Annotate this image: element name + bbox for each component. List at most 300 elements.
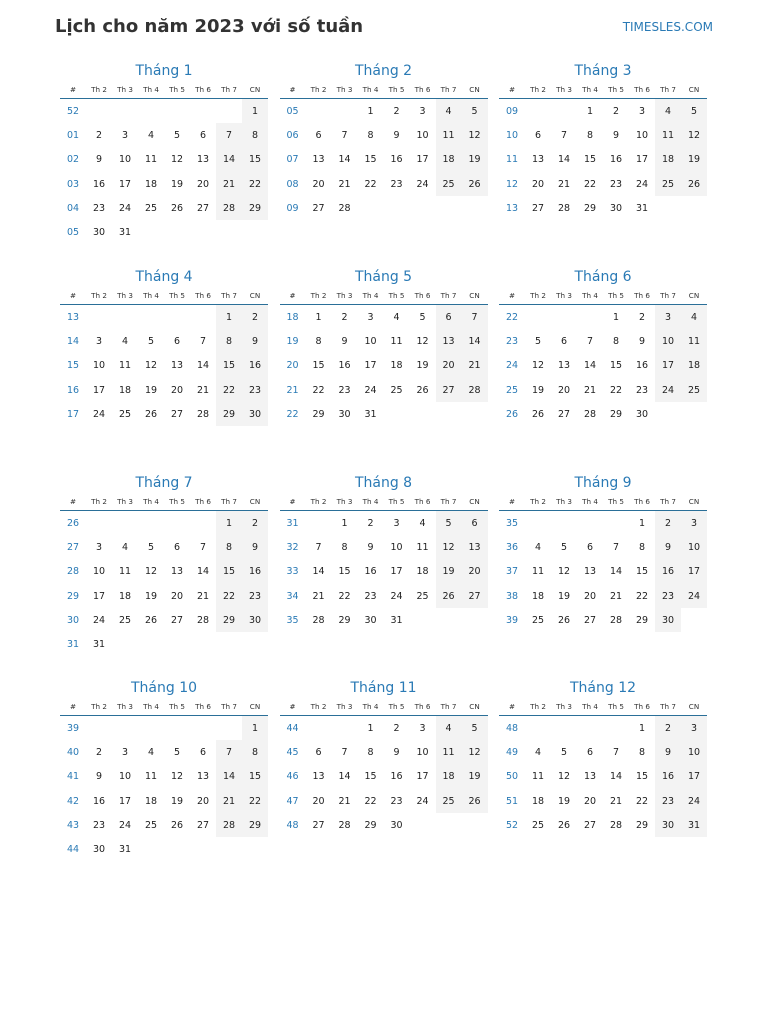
empty-day-cell xyxy=(138,305,164,329)
week-row xyxy=(280,813,488,837)
day-cell: 6 xyxy=(199,129,207,141)
day-cell: 12 xyxy=(170,771,184,783)
empty-day-cell xyxy=(86,716,112,740)
weekday-header-row xyxy=(280,697,488,716)
day-cell: 29 xyxy=(364,819,377,831)
empty-day-cell xyxy=(462,196,488,220)
empty-day-cell xyxy=(164,511,190,535)
week-row xyxy=(60,99,268,123)
week-row xyxy=(499,535,707,559)
day-cell: 11 xyxy=(118,360,132,372)
day-cell: 15 xyxy=(242,765,268,789)
empty-day-cell xyxy=(190,716,216,740)
day-cell: 24 xyxy=(681,789,707,813)
day-cell: 28 xyxy=(609,819,623,831)
week-number-header: # xyxy=(69,290,77,300)
day-cell: 1 xyxy=(612,311,620,323)
empty-day-cell xyxy=(551,716,577,740)
day-cell: 10 xyxy=(635,129,649,141)
day-cell: 21 xyxy=(557,178,571,190)
empty-day-cell xyxy=(681,608,707,632)
week-row xyxy=(60,789,268,813)
week-number: 50 xyxy=(505,771,519,783)
empty-day-cell xyxy=(410,813,436,837)
day-cell: 24 xyxy=(92,614,106,626)
empty-day-cell xyxy=(190,511,216,535)
weekday-header: Th 5 xyxy=(169,84,185,94)
week-row xyxy=(499,560,707,584)
weekday-header: CN xyxy=(688,496,700,506)
day-cell: 3 xyxy=(681,716,707,740)
empty-day-cell xyxy=(551,511,577,535)
day-cell: 4 xyxy=(419,517,426,529)
week-number: 32 xyxy=(286,541,299,553)
day-cell: 16 xyxy=(338,360,351,372)
day-cell: 6 xyxy=(586,541,594,553)
weekday-header: Th 4 xyxy=(362,496,379,506)
weekday-header: Th 6 xyxy=(414,496,431,506)
day-cell: 25 xyxy=(531,819,545,831)
empty-day-cell xyxy=(436,813,462,837)
week-number: 46 xyxy=(286,771,299,783)
day-cell: 29 xyxy=(635,614,649,626)
weekday-header: Th 2 xyxy=(310,496,327,506)
weekday-header: Th 5 xyxy=(388,701,405,711)
day-cell: 17 xyxy=(681,560,707,584)
empty-day-cell xyxy=(603,511,629,535)
weekday-header: Th 7 xyxy=(221,84,237,94)
week-row xyxy=(60,329,268,353)
week-number: 45 xyxy=(286,746,299,758)
week-row xyxy=(499,511,707,535)
weekday-header: Th 6 xyxy=(414,84,431,94)
week-row xyxy=(280,123,488,147)
day-cell: 10 xyxy=(390,541,403,553)
weekday-header: Th 4 xyxy=(143,496,159,506)
day-cell: 2 xyxy=(393,722,400,734)
day-cell: 30 xyxy=(635,408,649,420)
day-cell: 23 xyxy=(364,590,377,602)
day-cell: 17 xyxy=(390,566,403,578)
day-cell: 16 xyxy=(635,360,649,372)
day-cell: 10 xyxy=(681,740,707,764)
day-cell: 18 xyxy=(681,354,707,378)
weekday-header: CN xyxy=(249,290,261,300)
day-cell: 7 xyxy=(199,541,207,553)
day-cell: 28 xyxy=(216,813,242,837)
day-cell: 9 xyxy=(655,740,681,764)
day-cell: 21 xyxy=(196,384,210,396)
week-row xyxy=(60,511,268,535)
day-cell: 29 xyxy=(312,408,325,420)
empty-day-cell xyxy=(306,511,332,535)
day-cell: 6 xyxy=(315,129,322,141)
empty-day-cell xyxy=(86,305,112,329)
day-cell: 17 xyxy=(655,354,681,378)
day-cell: 4 xyxy=(436,716,462,740)
empty-day-cell xyxy=(86,511,112,535)
day-cell: 29 xyxy=(583,202,597,214)
day-cell: 11 xyxy=(436,123,462,147)
day-cell: 15 xyxy=(635,771,649,783)
day-cell: 4 xyxy=(121,541,129,553)
weekday-header: Th 7 xyxy=(440,496,457,506)
day-cell: 6 xyxy=(436,305,462,329)
empty-day-cell xyxy=(655,402,681,426)
day-cell: 25 xyxy=(531,614,545,626)
week-number: 37 xyxy=(505,566,519,578)
day-cell: 8 xyxy=(242,123,268,147)
week-row xyxy=(60,608,268,632)
day-cell: 21 xyxy=(216,789,242,813)
day-cell: 15 xyxy=(242,148,268,172)
day-cell: 8 xyxy=(216,329,242,353)
day-cell: 27 xyxy=(583,614,597,626)
empty-day-cell xyxy=(410,402,436,426)
day-cell: 27 xyxy=(312,202,325,214)
day-cell: 25 xyxy=(118,614,132,626)
day-cell: 20 xyxy=(170,384,184,396)
day-cell: 21 xyxy=(609,590,623,602)
month-title: Tháng 6 xyxy=(574,269,632,285)
day-cell: 2 xyxy=(638,311,646,323)
day-cell: 8 xyxy=(612,335,620,347)
day-cell: 7 xyxy=(199,335,207,347)
day-cell: 29 xyxy=(216,608,242,632)
week-row xyxy=(499,813,707,837)
day-cell: 19 xyxy=(416,360,429,372)
day-cell: 18 xyxy=(531,795,545,807)
weekday-header: Th 2 xyxy=(530,701,546,711)
month-title: Tháng 10 xyxy=(130,680,198,696)
day-cell: 18 xyxy=(144,178,158,190)
day-cell: 1 xyxy=(242,99,268,123)
weekday-header: Th 7 xyxy=(660,84,676,94)
month-title: Tháng 1 xyxy=(135,63,193,79)
day-cell: 1 xyxy=(367,722,374,734)
day-cell: 8 xyxy=(638,541,646,553)
day-cell: 31 xyxy=(635,202,649,214)
day-cell: 23 xyxy=(655,789,681,813)
weekday-header: Th 5 xyxy=(169,701,185,711)
day-cell: 14 xyxy=(338,154,351,166)
empty-day-cell xyxy=(164,220,190,244)
day-cell: 4 xyxy=(393,311,400,323)
week-row xyxy=(499,305,707,329)
day-cell: 12 xyxy=(557,771,571,783)
site-link[interactable]: TIMESLES.COM xyxy=(622,20,713,34)
empty-day-cell xyxy=(384,402,410,426)
day-cell: 3 xyxy=(121,129,129,141)
week-number: 47 xyxy=(286,795,299,807)
weekday-header: Th 3 xyxy=(556,496,572,506)
weekday-header: Th 5 xyxy=(608,701,624,711)
day-cell: 27 xyxy=(312,819,325,831)
day-cell: 2 xyxy=(655,716,681,740)
weekday-header: Th 5 xyxy=(169,290,185,300)
week-number-header: # xyxy=(289,701,296,711)
month-block xyxy=(499,62,707,268)
day-cell: 26 xyxy=(462,172,488,196)
day-cell: 30 xyxy=(338,408,351,420)
week-row xyxy=(499,172,707,196)
day-cell: 28 xyxy=(312,614,325,626)
day-cell: 6 xyxy=(462,511,488,535)
week-row xyxy=(60,354,268,378)
day-cell: 8 xyxy=(586,129,594,141)
week-number-header: # xyxy=(289,496,296,506)
day-cell: 12 xyxy=(416,335,429,347)
day-cell: 27 xyxy=(583,819,597,831)
weekday-header: Th 7 xyxy=(221,290,237,300)
day-cell: 15 xyxy=(609,360,623,372)
weekday-header: Th 6 xyxy=(634,496,650,506)
day-cell: 7 xyxy=(216,123,242,147)
day-cell: 25 xyxy=(416,590,429,602)
week-number: 39 xyxy=(66,722,80,734)
week-number: 52 xyxy=(505,819,519,831)
day-cell: 24 xyxy=(416,178,429,190)
day-cell: 23 xyxy=(609,178,623,190)
day-cell: 17 xyxy=(364,360,377,372)
empty-day-cell xyxy=(410,608,436,632)
empty-day-cell xyxy=(462,402,488,426)
day-cell: 4 xyxy=(681,305,707,329)
day-cell: 17 xyxy=(416,154,429,166)
weekday-header: Th 3 xyxy=(336,84,353,94)
day-cell: 5 xyxy=(173,746,181,758)
day-cell: 5 xyxy=(681,99,707,123)
day-cell: 26 xyxy=(462,789,488,813)
day-cell: 22 xyxy=(312,384,325,396)
weekday-header: Th 4 xyxy=(582,496,598,506)
weekday-header: Th 6 xyxy=(634,701,650,711)
day-cell: 1 xyxy=(367,105,374,117)
day-cell: 1 xyxy=(242,716,268,740)
week-number: 13 xyxy=(66,311,80,323)
day-cell: 5 xyxy=(436,511,462,535)
week-number: 30 xyxy=(66,614,80,626)
weekday-header: Th 6 xyxy=(634,84,650,94)
week-number: 29 xyxy=(66,590,80,602)
week-row xyxy=(280,329,488,353)
week-row xyxy=(499,123,707,147)
day-cell: 13 xyxy=(170,360,184,372)
day-cell: 31 xyxy=(118,227,132,239)
empty-day-cell xyxy=(306,99,332,123)
day-cell: 18 xyxy=(436,765,462,789)
empty-day-cell xyxy=(190,837,216,861)
day-cell: 10 xyxy=(655,329,681,353)
day-cell: 22 xyxy=(216,584,242,608)
weekday-header: CN xyxy=(469,84,480,94)
day-cell: 17 xyxy=(681,765,707,789)
weekday-header: Th 6 xyxy=(634,290,650,300)
day-cell: 16 xyxy=(242,560,268,584)
week-number: 48 xyxy=(286,819,299,831)
month-title: Tháng 11 xyxy=(350,680,417,696)
empty-day-cell xyxy=(216,99,242,123)
day-cell: 9 xyxy=(95,771,103,783)
week-row xyxy=(499,765,707,789)
week-row xyxy=(60,172,268,196)
week-number: 22 xyxy=(505,311,519,323)
week-row xyxy=(60,837,268,861)
day-cell: 20 xyxy=(196,178,210,190)
day-cell: 31 xyxy=(364,408,377,420)
weekday-header: Th 7 xyxy=(440,84,457,94)
day-cell: 26 xyxy=(170,819,184,831)
day-cell: 11 xyxy=(531,771,545,783)
week-row xyxy=(499,329,707,353)
day-cell: 10 xyxy=(681,535,707,559)
day-cell: 7 xyxy=(341,129,348,141)
day-cell: 6 xyxy=(199,746,207,758)
day-cell: 8 xyxy=(367,746,374,758)
day-cell: 23 xyxy=(242,584,268,608)
week-number: 26 xyxy=(66,517,80,529)
day-cell: 16 xyxy=(92,795,106,807)
weekday-header: Th 4 xyxy=(582,84,598,94)
week-row xyxy=(60,305,268,329)
weekday-header: Th 3 xyxy=(556,84,572,94)
weekday-header-row xyxy=(280,80,488,99)
day-cell: 11 xyxy=(655,123,681,147)
weekday-header: Th 4 xyxy=(143,290,159,300)
day-cell: 17 xyxy=(92,590,106,602)
day-cell: 17 xyxy=(92,384,106,396)
month-block xyxy=(499,679,707,885)
day-cell: 15 xyxy=(364,771,377,783)
day-cell: 7 xyxy=(612,746,620,758)
day-cell: 29 xyxy=(242,813,268,837)
weekday-header: Th 5 xyxy=(388,496,405,506)
day-cell: 13 xyxy=(196,771,210,783)
day-cell: 14 xyxy=(557,154,571,166)
weekday-header: Th 7 xyxy=(221,496,237,506)
day-cell: 4 xyxy=(436,99,462,123)
day-cell: 1 xyxy=(216,511,242,535)
day-cell: 26 xyxy=(557,614,571,626)
weekday-header: Th 6 xyxy=(195,496,211,506)
day-cell: 14 xyxy=(216,148,242,172)
week-row xyxy=(280,584,488,608)
day-cell: 29 xyxy=(216,402,242,426)
day-cell: 24 xyxy=(92,408,106,420)
day-cell: 30 xyxy=(364,614,377,626)
day-cell: 28 xyxy=(557,202,571,214)
day-cell: 9 xyxy=(393,746,400,758)
month-block xyxy=(60,679,268,885)
day-cell: 23 xyxy=(390,178,403,190)
week-number: 40 xyxy=(66,746,80,758)
day-cell: 21 xyxy=(462,354,488,378)
weekday-header-row xyxy=(60,697,268,716)
week-row xyxy=(280,99,488,123)
weekday-header: Th 4 xyxy=(582,290,598,300)
day-cell: 17 xyxy=(118,795,132,807)
day-cell: 21 xyxy=(312,590,325,602)
week-number: 35 xyxy=(286,614,299,626)
empty-day-cell xyxy=(436,608,462,632)
week-number: 11 xyxy=(505,154,519,166)
weekday-header: Th 6 xyxy=(195,701,211,711)
week-number: 39 xyxy=(505,614,519,626)
day-cell: 2 xyxy=(655,511,681,535)
week-number-header: # xyxy=(69,701,77,711)
day-cell: 29 xyxy=(609,408,623,420)
week-row xyxy=(60,535,268,559)
day-cell: 29 xyxy=(242,196,268,220)
week-number: 33 xyxy=(286,566,299,578)
week-number: 01 xyxy=(66,129,80,141)
day-cell: 21 xyxy=(196,590,210,602)
day-cell: 5 xyxy=(173,129,181,141)
empty-day-cell xyxy=(164,837,190,861)
day-cell: 11 xyxy=(118,566,132,578)
weekday-header: Th 3 xyxy=(117,290,133,300)
weekday-header: Th 7 xyxy=(440,701,457,711)
day-cell: 2 xyxy=(95,129,103,141)
day-cell: 2 xyxy=(612,105,620,117)
week-row xyxy=(280,716,488,740)
day-cell: 22 xyxy=(364,795,377,807)
month-title: Tháng 7 xyxy=(135,475,193,491)
empty-day-cell xyxy=(462,813,488,837)
day-cell: 1 xyxy=(341,517,348,529)
day-cell: 28 xyxy=(338,202,351,214)
weekday-header: Th 3 xyxy=(336,290,353,300)
weekday-header: Th 3 xyxy=(336,701,353,711)
day-cell: 1 xyxy=(638,517,646,529)
day-cell: 30 xyxy=(92,227,106,239)
day-cell: 15 xyxy=(583,154,597,166)
day-cell: 2 xyxy=(95,746,103,758)
weekday-header: Th 3 xyxy=(556,701,572,711)
day-cell: 27 xyxy=(196,202,210,214)
day-cell: 5 xyxy=(147,541,155,553)
empty-day-cell xyxy=(190,220,216,244)
week-row xyxy=(280,402,488,426)
empty-day-cell xyxy=(525,99,551,123)
weekday-header: Th 2 xyxy=(91,84,107,94)
week-number-header: # xyxy=(69,84,77,94)
weekday-header: CN xyxy=(469,701,480,711)
week-row xyxy=(499,354,707,378)
day-cell: 19 xyxy=(436,560,462,584)
weekday-header: Th 5 xyxy=(388,290,405,300)
day-cell: 23 xyxy=(655,584,681,608)
empty-day-cell xyxy=(216,632,242,656)
empty-day-cell xyxy=(242,220,268,244)
month-block xyxy=(280,474,488,679)
weekday-header: Th 2 xyxy=(310,701,327,711)
week-number: 27 xyxy=(66,541,80,553)
day-cell: 18 xyxy=(118,590,132,602)
weekday-header: CN xyxy=(469,290,480,300)
day-cell: 2 xyxy=(341,311,348,323)
day-cell: 31 xyxy=(118,844,132,856)
empty-day-cell xyxy=(603,716,629,740)
week-number: 36 xyxy=(505,541,519,553)
day-cell: 10 xyxy=(92,566,106,578)
day-cell: 28 xyxy=(609,614,623,626)
day-cell: 12 xyxy=(531,360,545,372)
weekday-header: CN xyxy=(688,701,700,711)
week-row xyxy=(280,765,488,789)
day-cell: 27 xyxy=(531,202,545,214)
day-cell: 27 xyxy=(462,584,488,608)
